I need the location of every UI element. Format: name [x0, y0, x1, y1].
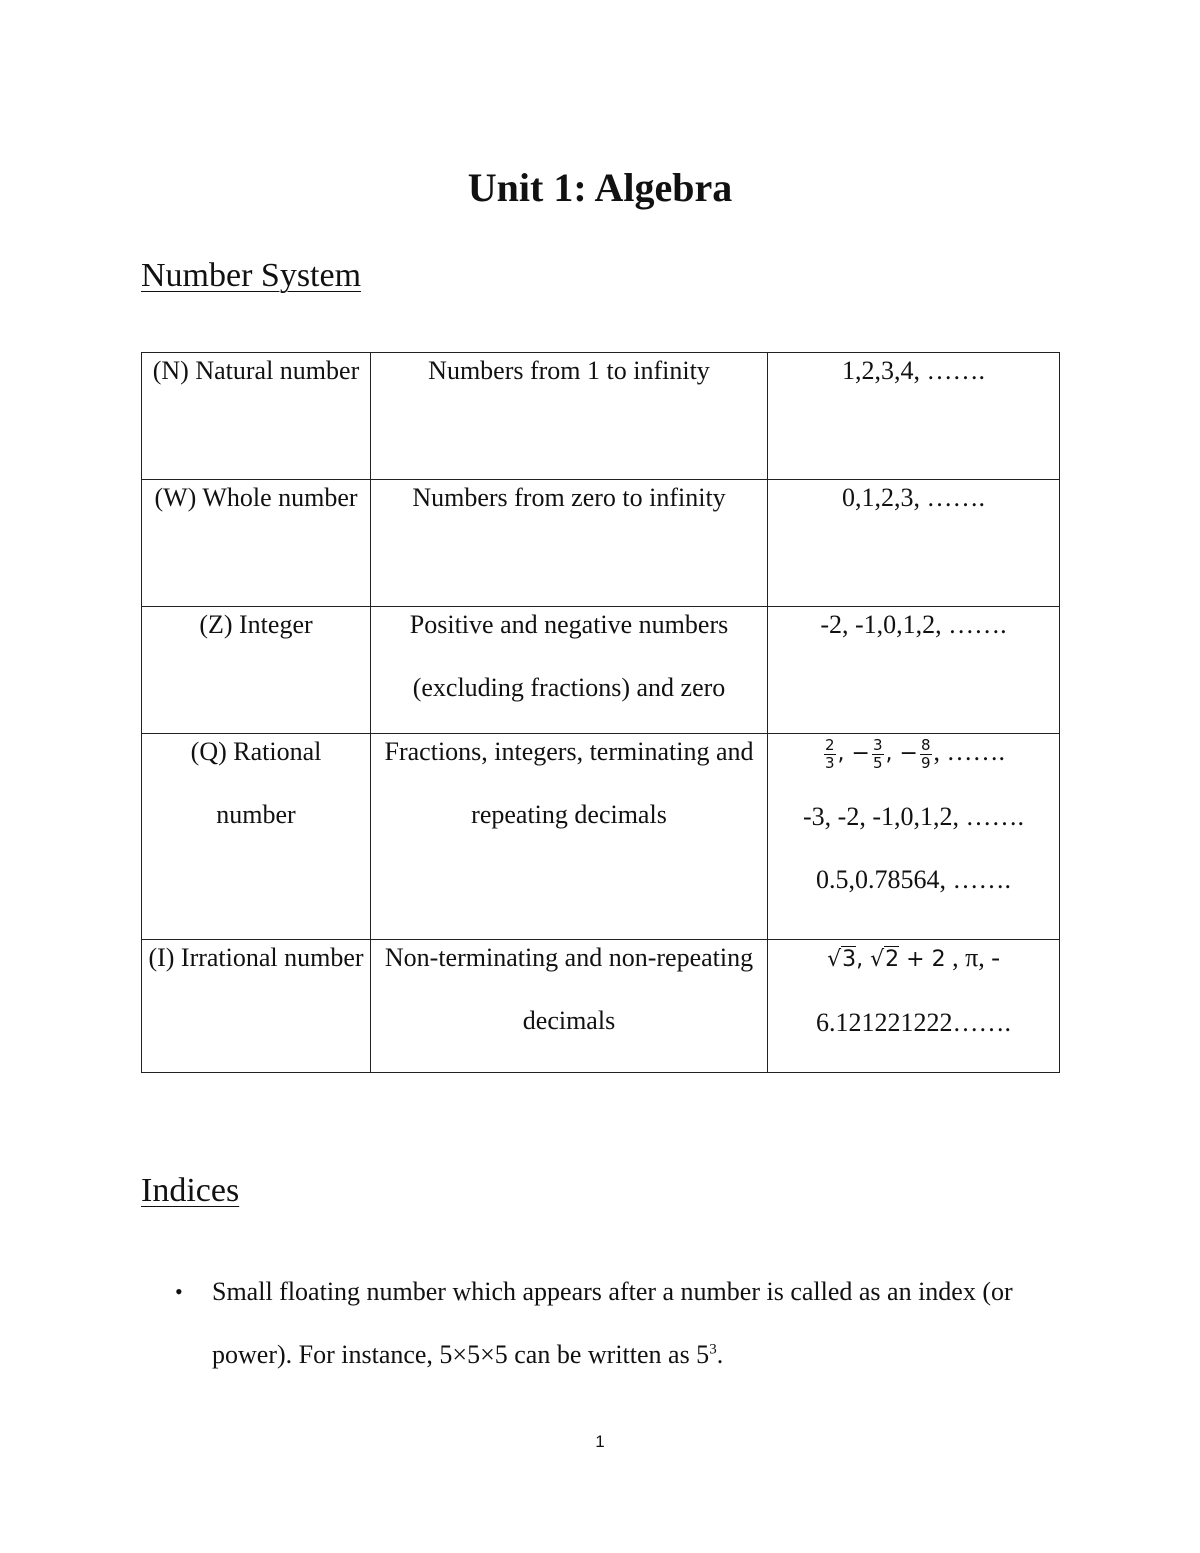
page-title: Unit 1: Algebra	[467, 165, 733, 210]
number-type-label: (Q) Rational number	[190, 737, 322, 829]
table-row	[142, 940, 1060, 1073]
examples-cell	[768, 480, 1060, 607]
description-cell	[371, 480, 768, 607]
page-number: 1	[595, 1432, 605, 1451]
fraction: $\frac{8}{9}$	[920, 735, 931, 772]
number-type-label: (N) Natural number	[152, 356, 360, 385]
number-type-description: Positive and negative numbers (excluding fractions) and zero	[409, 610, 729, 702]
number-type-cell	[142, 607, 371, 734]
number-type-label: (I) Irrational number	[148, 943, 364, 972]
bullet-text: Small floating number which appears after a number is called as an index (or power). For instance, 5×5×5 can be written as $5^3$.	[212, 1277, 1013, 1369]
examples-cell	[768, 607, 1060, 734]
number-type-cell	[142, 480, 371, 607]
fraction: $\frac{2}{3}$	[824, 735, 835, 772]
number-type-example: 0,1,2,3, …….	[842, 483, 985, 512]
table-row	[142, 480, 1060, 607]
rational-examples	[774, 720, 1053, 911]
fraction: $\frac{3}{5}$	[872, 735, 883, 772]
table-row	[142, 353, 1060, 480]
number-type-example: -3, -2, -1,0,1,2, …….	[803, 802, 1024, 831]
number-type-cell	[142, 734, 371, 940]
description-cell	[371, 734, 768, 940]
section-heading-number-system: Number System	[141, 257, 362, 294]
examples-cell	[768, 353, 1060, 480]
description-cell	[371, 940, 768, 1073]
irrational-examples: √3, √2 + 2 , π, - 6.121221222…….	[774, 926, 1053, 1054]
section-heading-indices: Indices	[141, 1172, 240, 1209]
number-type-example: 0.5,0.78564, …….	[816, 865, 1011, 894]
number-type-description: Fractions, integers, terminating and repeating decimals	[384, 737, 754, 829]
square-root: √3	[827, 947, 857, 972]
bullet-icon: •	[175, 1279, 183, 1304]
superscript: 3	[709, 1341, 717, 1358]
number-type-example: 6.121221222…….	[816, 1008, 1011, 1037]
number-type-description: Non-terminating and non-repeating decimals	[384, 943, 754, 1035]
table-row	[142, 734, 1060, 940]
examples-cell	[768, 940, 1060, 1073]
number-system-table	[141, 352, 1060, 1073]
number-type-label: (Z) Integer	[199, 610, 313, 639]
number-type-cell	[142, 353, 371, 480]
number-type-example: 1,2,3,4, …….	[842, 356, 985, 385]
table-row	[142, 607, 1060, 734]
number-type-label: (W) Whole number	[154, 483, 358, 512]
description-cell	[371, 607, 768, 734]
square-root: √2	[870, 947, 900, 972]
list-item	[175, 1260, 1075, 1386]
number-type-cell	[142, 940, 371, 1073]
number-type-description: Numbers from 1 to infinity	[428, 356, 710, 385]
description-cell	[371, 353, 768, 480]
examples-cell	[768, 734, 1060, 940]
number-type-example: -2, -1,0,1,2, …….	[820, 610, 1007, 639]
fraction-examples: $\frac{2}{3}$ , − $\frac{3}{5}$ , − $\frac{8}{9}$ , …….	[824, 735, 1005, 772]
number-type-description: Numbers from zero to infinity	[412, 483, 726, 512]
